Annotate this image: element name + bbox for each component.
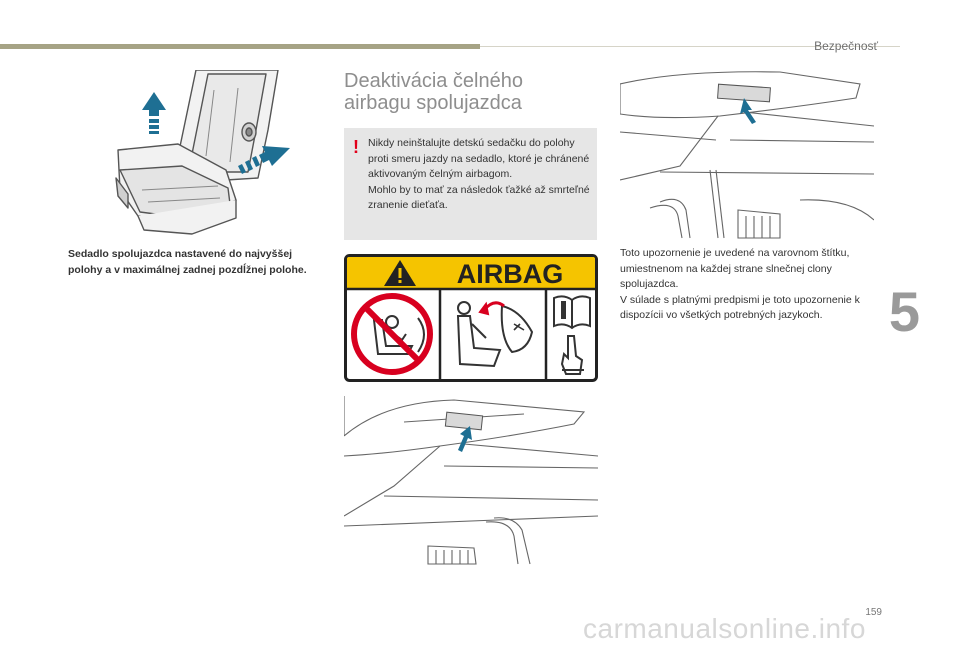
visor-arrow-lower-icon xyxy=(458,426,472,452)
heading-line-2: airbagu spolujazdca xyxy=(344,92,522,114)
arrow-up-icon xyxy=(142,92,166,134)
warning-text xyxy=(368,136,590,214)
page-heading xyxy=(344,70,523,114)
warning-box xyxy=(344,128,597,240)
chapter-number: 5 xyxy=(888,280,920,343)
warning-paragraph-1: Nikdy neinštalujte detskú sedačku do polohy proti smeru jazdy na sedadlo, ktoré je chránené aktivovaným čelným airbagom. xyxy=(368,137,590,181)
right-paragraph-1: Toto upozornenie je uvedené na varovnom štítku, umiestnenom na každej strane slnečnej clony spolujazdca. xyxy=(620,247,850,291)
sun-visor-illustration-upper xyxy=(620,70,874,242)
sun-visor-illustration-lower xyxy=(344,396,598,568)
warning-paragraph-2: Mohlo by to mať za následok ťažké až smrteľné zranenie dieťaťa. xyxy=(368,183,590,212)
airbag-warning-label xyxy=(344,254,598,382)
page-number: 159 xyxy=(865,607,882,618)
right-paragraph-2: V súlade s platnými predpismi je toto upozornenie k dispozícii vo všetkých potrebných jazykoch. xyxy=(620,293,860,322)
section-title: Bezpečnosť xyxy=(814,39,878,53)
heading-line-1: Deaktivácia čelného xyxy=(344,70,523,92)
seat-illustration xyxy=(108,70,298,238)
header-accent-bar xyxy=(0,44,480,49)
watermark: carmanualsonline.info xyxy=(583,613,866,644)
airbag-label-title: AIRBAG xyxy=(456,259,564,289)
no-child-seat-icon xyxy=(354,296,430,372)
right-column-text xyxy=(620,246,860,324)
visor-arrow-upper-icon xyxy=(740,98,756,124)
warning-exclamation-icon: ! xyxy=(353,137,359,157)
seat-caption: Sedadlo spolujazdca nastavené do najvyššej polohy a v maximálnej zadnej pozdĺžnej polohe. xyxy=(68,248,307,276)
